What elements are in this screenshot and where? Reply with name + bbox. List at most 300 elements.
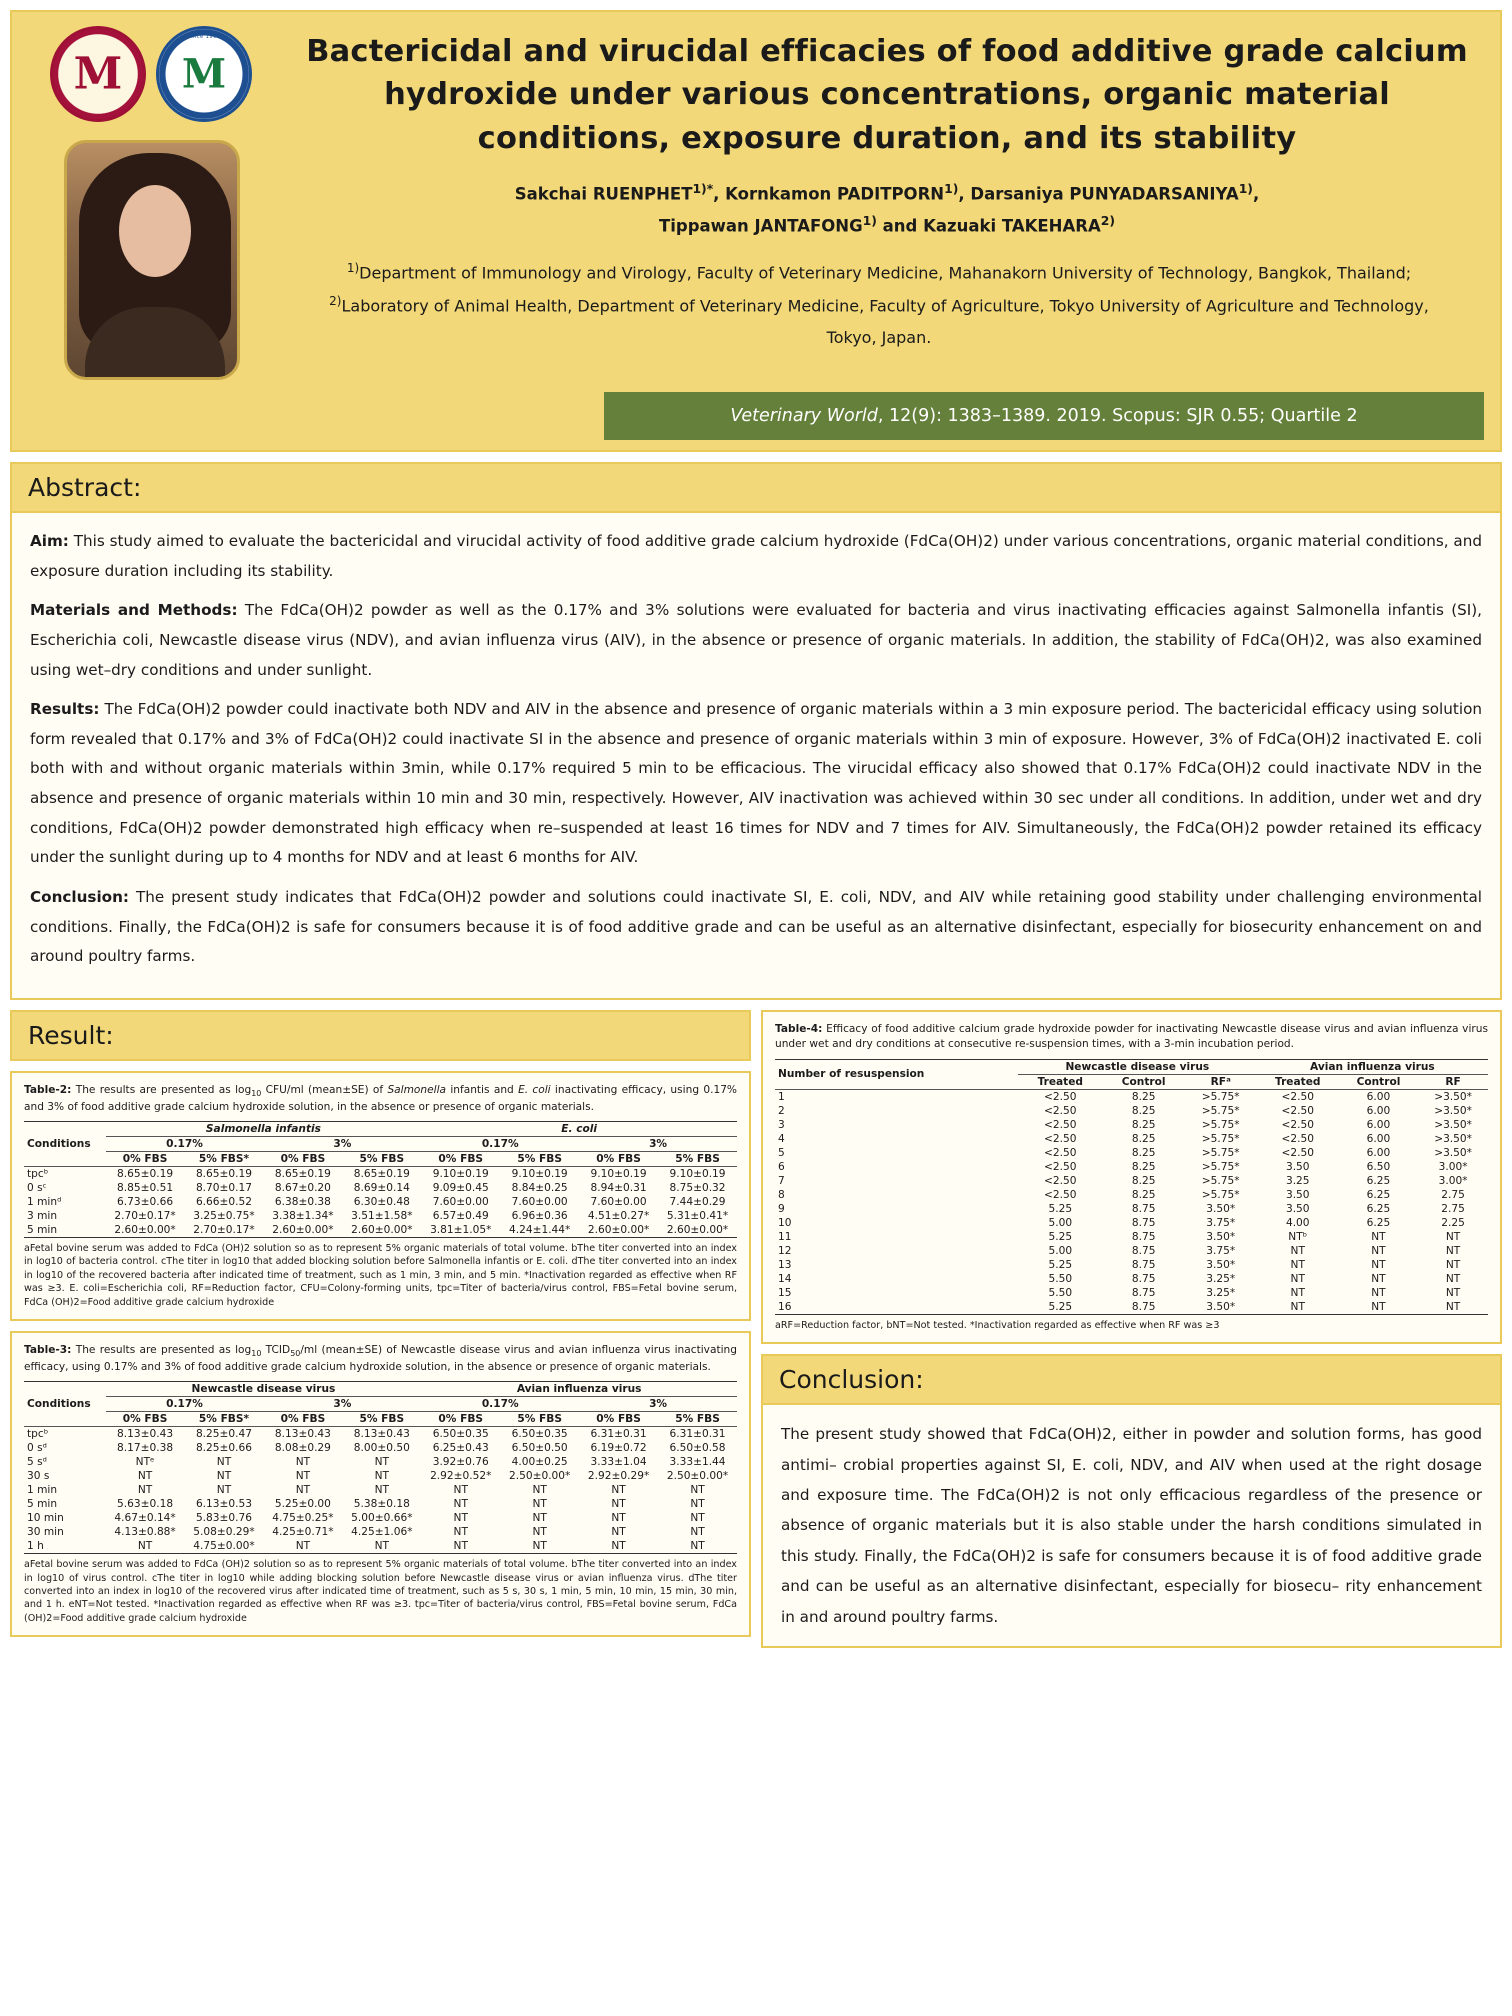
table4-r12-c3: NT bbox=[1290, 1258, 1305, 1271]
table3-r2-c3: NT bbox=[374, 1456, 390, 1469]
table2-r2-c6: 7.60±0.00 bbox=[590, 1195, 647, 1208]
table3-col0-header: Conditions bbox=[24, 1382, 106, 1427]
table-row bbox=[775, 1174, 1488, 1188]
table4-r9-c5: 2.25 bbox=[1441, 1216, 1465, 1229]
table3-r3-c5: 2.50±0.00* bbox=[508, 1470, 571, 1483]
table4-r0-c4: 6.00 bbox=[1366, 1090, 1391, 1103]
table3-r4-c7: NT bbox=[690, 1484, 705, 1497]
table3-r7-c1: 5.08±0.29* bbox=[193, 1526, 255, 1539]
table2-r0-c0: 8.65±0.19 bbox=[117, 1167, 174, 1180]
table2-r2-c3: 6.30±0.48 bbox=[353, 1195, 410, 1208]
table4-r4-n: 5 bbox=[778, 1146, 785, 1159]
table3-r4-c4: NT bbox=[453, 1484, 468, 1497]
table3-r6-c7: NT bbox=[690, 1512, 705, 1525]
table2-r1-c2: 8.67±0.20 bbox=[274, 1181, 331, 1194]
table4-r4-c3: <2.50 bbox=[1281, 1146, 1314, 1159]
table4-r13-c4: NT bbox=[1371, 1272, 1386, 1285]
table4-r1-c1: 8.25 bbox=[1131, 1104, 1156, 1117]
table4-r1-c2: >5.75* bbox=[1201, 1104, 1240, 1117]
table2-r3-c1: 3.25±0.75* bbox=[193, 1209, 255, 1222]
author-list: Sakchai $RUENPHET^{1)*}$, Kornkamon PADITPORN$^{1)}$, Darsaniya PUNYADARSANIYA$^{1)}$, Tippawan JANTAFONG$^{1)}$ and Kazuaki TAKEHARA$^{2)}$ bbox=[514, 181, 1260, 236]
table-row bbox=[24, 1497, 737, 1511]
table3-r6-c4: NT bbox=[453, 1512, 468, 1525]
table-row bbox=[775, 1118, 1488, 1132]
table3-r8-c4: NT bbox=[421, 1539, 500, 1554]
abstract-aim bbox=[30, 527, 1482, 586]
table3-r4-c6: NT bbox=[611, 1484, 626, 1497]
table4-r15-n: 16 bbox=[775, 1300, 1018, 1315]
table3-r2-c6: 3.33±1.04 bbox=[590, 1456, 647, 1469]
table-row bbox=[775, 1146, 1488, 1160]
table3-r2-c1: NT bbox=[216, 1456, 232, 1469]
table3-r4-c1: NT bbox=[216, 1484, 232, 1497]
table-row bbox=[775, 1089, 1488, 1104]
mahanakorn-university-logo bbox=[50, 26, 146, 122]
table4-r2-c1: 8.25 bbox=[1131, 1118, 1156, 1131]
table3-r8-c6: NT bbox=[579, 1539, 658, 1554]
table3-r5-c7: NT bbox=[690, 1498, 705, 1511]
abstract-results-text: The FdCa(OH)2 powder could inactivate both NDV and AIV in the absence and presence of organic materials within a 3 min exposure period. The bactericidal efficacy using solution form revealed that 0.17% and 3% of FdCa(OH)2 could inactivate SI in the absence and presence of organic materials within 3 min of exposure. However, 3% of FdCa(OH)2 inactivated E. coli both with and without organic materials within 3min, while 0.17% required 5 min to be efficacious. The virucidal efficacy also showed that 0.17% FdCa(OH)2 could inactivate NDV in the absence and presence of organic materials within 10 min and 30 min, respectively. However, AIV inactivation was achieved within 30 sec under all conditions. In addition, under wet and dry conditions, FdCa(OH)2 powder demonstrated high efficacy when re–suspended at least 16 times for NDV and 7 times for AIV. Simultaneously, the FdCa(OH)2 powder retained its efficacy under the sunlight during up to 4 months for NDV and at least 6 months for AIV. bbox=[30, 700, 1482, 867]
table2-r3-c6: 4.51±0.27* bbox=[587, 1209, 650, 1222]
table4-r1-c3: <2.50 bbox=[1281, 1104, 1314, 1117]
table4-r13-c1: 8.75 bbox=[1131, 1272, 1156, 1285]
table4-r13-c3: NT bbox=[1290, 1272, 1305, 1285]
table4-r4-c1: 8.25 bbox=[1131, 1146, 1156, 1159]
table-row bbox=[775, 1188, 1488, 1202]
table2-r3-c3: 3.51±1.58* bbox=[351, 1209, 413, 1222]
table4-and-conclusion-column bbox=[761, 1010, 1502, 1648]
conclusion-text: The present study showed that FdCa(OH)2, either in powder and solution forms, has good antimi– crobial properties against SI, E. coli, NDV, and AIV when used at the right dosage and exposure time. The FdCa(OH)2 is not only efficacious regardless of the presence or absence of organic materials but it is also stable under the harsh conditions simulated in this study. Finally, the FdCa(OH)2 is safe for consumers because it is of food additive grade and can be useful as an alternative disinfectant, especially for biosecu– rity enhancement in and around poultry farms. bbox=[761, 1405, 1502, 1648]
table3-r0-c2: 8.13±0.43 bbox=[274, 1428, 331, 1441]
table2-caption-text: The results are presented as $\log_{10} CFU/ml$ (mean±SE) of Salmonella infantis and E. coli inactivating efficacy, using 0.17% and 3% of food additive grade calcium hydroxide solution, in the absence or presence of organic materials. bbox=[24, 1083, 737, 1113]
table4-r2-c3: <2.50 bbox=[1281, 1118, 1314, 1131]
table3-sub-6: 0% FBS bbox=[579, 1412, 658, 1427]
abstract-methods-text: The FdCa(OH)2 powder as well as the 0.17% and 3% solutions were evaluated for bacteria and virus inactivating efficacies against Salmonella infantis (SI), Escherichia coli, Newcastle disease virus (NDV), and avian influenza virus (AIV), in the absence or presence of organic materials. In addition, the stability of FdCa(OH)2, was also examined using wet–dry conditions and under sunlight. bbox=[30, 601, 1482, 679]
table-row bbox=[24, 1181, 737, 1195]
table4-r1-c4: 6.00 bbox=[1366, 1104, 1391, 1117]
table3-r3-c0: NT bbox=[137, 1470, 153, 1483]
table3-r7-cond: 30 min bbox=[27, 1526, 64, 1539]
table4-r8-n: 9 bbox=[778, 1202, 785, 1215]
table4-r6-c5: 3.00* bbox=[1438, 1174, 1468, 1187]
table4-r15-c2: 3.50* bbox=[1185, 1300, 1257, 1315]
author-affiliation: $^{1)}$Department of Immunology and Virology, Faculty of Veterinary Medicine, Mahanakorn University of Technology, Bangkok, Thailand; $^{2)}$Laboratory of Animal Health, Department of Veterinary Medicine, Faculty of Agriculture, Tokyo University of Agriculture and Technology, Tokyo, Japan. bbox=[329, 260, 1429, 348]
table4-r9-c4: 6.25 bbox=[1366, 1216, 1391, 1229]
table2-r1-c6: 8.94±0.31 bbox=[590, 1181, 647, 1194]
table3-r7-c0: 4.13±0.88* bbox=[114, 1526, 176, 1539]
table3-footnote: aFetal bovine serum was added to FdCa (OH)2 solution so as to represent 5% organic materials of total volume. bThe titer converted into an index in log10 of virus control. cThe titer in log10 while adding blocking solution before Newcastle disease virus or avian influenza virus. dThe titer converted into an index in log10 of the recovered virus after indicated time of treatment, such as 5 s, 30 s, 1 min, 5 min, 10 min, 15 min, 30 min, and 1 h. eNT=Not tested. *Inactivation regarded as effective when RF was ≥3. tpc=Titer of bacteria/virus control, FBS=Fetal bovine serum, FdCa (OH)2=Food additive grade calcium hydroxide bbox=[24, 1559, 737, 1624]
table3-r5-c0: 5.63±0.18 bbox=[117, 1498, 174, 1511]
table3-caption bbox=[24, 1343, 737, 1375]
table4-r8-c4: 6.25 bbox=[1366, 1202, 1391, 1215]
table3-r0-c5: 6.50±0.35 bbox=[511, 1428, 568, 1441]
table4-r5-c3: 3.50 bbox=[1285, 1160, 1310, 1173]
table4-r15-c0: 5.25 bbox=[1018, 1300, 1103, 1315]
table2-r1-c3: 8.69±0.14 bbox=[353, 1181, 410, 1194]
table4-r4-c4: 6.00 bbox=[1366, 1146, 1391, 1159]
table-row bbox=[775, 1202, 1488, 1216]
table4-caption-text: Efficacy of food additive calcium grade hydroxide powder for inactivating Newcastle disease virus and avian influenza virus under wet and dry conditions at consecutive re-suspension times, with a 3-min incubation period. bbox=[775, 1022, 1488, 1051]
table4-footnote: aRF=Reduction factor, bNT=Not tested. *Inactivation regarded as effective when RF was ≥3 bbox=[775, 1319, 1220, 1331]
table4-group1-header: Newcastle disease virus bbox=[1018, 1059, 1257, 1074]
table2-sub-5: 5% FBS bbox=[500, 1151, 579, 1166]
table4-r15-c4: NT bbox=[1339, 1300, 1418, 1315]
table2-caption bbox=[24, 1083, 737, 1115]
table4-r13-c5: NT bbox=[1445, 1272, 1461, 1285]
table3-r8-c3: NT bbox=[342, 1539, 421, 1554]
abstract-heading: Abstract: bbox=[12, 464, 1500, 513]
table4-panel bbox=[761, 1010, 1502, 1344]
table2-r3-c0: 2.70±0.17* bbox=[114, 1209, 176, 1222]
table4-r10-c0: 5.25 bbox=[1048, 1230, 1073, 1243]
table2-r0-cond: tpcᵇ bbox=[27, 1167, 49, 1180]
table2-r4-c2: 2.60±0.00* bbox=[263, 1223, 342, 1238]
table-row bbox=[775, 1160, 1488, 1174]
table4-caption bbox=[775, 1022, 1488, 1053]
table3-r4-cond: 1 min bbox=[27, 1484, 58, 1497]
table3-r0-c1: 8.25±0.47 bbox=[195, 1428, 252, 1441]
abstract-results bbox=[30, 695, 1482, 873]
table4-r14-c3: NT bbox=[1290, 1286, 1305, 1299]
table4-r8-c1: 8.75 bbox=[1131, 1202, 1156, 1215]
table4-sub-4: Control bbox=[1339, 1074, 1418, 1089]
table2-r3-c5: 6.96±0.36 bbox=[511, 1209, 568, 1222]
table2-group2-header bbox=[421, 1121, 737, 1136]
table-row bbox=[24, 1539, 737, 1554]
table2-r1-c5: 8.84±0.25 bbox=[511, 1181, 568, 1194]
table4-r0-n: 1 bbox=[778, 1090, 785, 1103]
table2-r4-c0: 2.60±0.00* bbox=[106, 1223, 185, 1238]
table-row bbox=[24, 1441, 737, 1455]
table4-r13-c0: 5.50 bbox=[1048, 1272, 1073, 1285]
table4-r3-c0: <2.50 bbox=[1044, 1132, 1077, 1145]
table4-r14-c0: 5.50 bbox=[1048, 1286, 1073, 1299]
table2-r4-c1: 2.70±0.17* bbox=[185, 1223, 264, 1238]
table3-sub-4: 0% FBS bbox=[421, 1412, 500, 1427]
table3-r3-c4: 2.92±0.52* bbox=[430, 1470, 492, 1483]
table4-r11-c4: NT bbox=[1371, 1244, 1386, 1257]
table3-r3-c2: NT bbox=[295, 1470, 311, 1483]
table4-r7-c0: <2.50 bbox=[1044, 1188, 1077, 1201]
lower-columns bbox=[10, 1010, 1502, 1648]
table3-r1-c4: 6.25±0.43 bbox=[432, 1442, 489, 1455]
table4-r2-c0: <2.50 bbox=[1044, 1118, 1077, 1131]
table3-r1-cond: 0 sᵈ bbox=[27, 1442, 47, 1455]
table4-r9-c3: 4.00 bbox=[1285, 1216, 1310, 1229]
table2-r0-c5: 9.10±0.19 bbox=[511, 1167, 568, 1180]
table4-r11-c1: 8.75 bbox=[1131, 1244, 1156, 1257]
table4-r14-c1: 8.75 bbox=[1131, 1286, 1156, 1299]
table4-r6-c3: 3.25 bbox=[1285, 1174, 1310, 1187]
table4-r5-c1: 8.25 bbox=[1131, 1160, 1156, 1173]
table4-r10-n: 11 bbox=[778, 1230, 792, 1243]
table2-r1-cond: 0 sᶜ bbox=[27, 1181, 47, 1194]
table2-r2-c0: 6.73±0.66 bbox=[117, 1195, 174, 1208]
table4-r4-c0: <2.50 bbox=[1044, 1146, 1077, 1159]
table3-body bbox=[24, 1427, 737, 1554]
table2-r3-c2: 3.38±1.34* bbox=[272, 1209, 334, 1222]
table4-r15-c1: 8.75 bbox=[1103, 1300, 1185, 1315]
table3-r3-c3: NT bbox=[374, 1470, 390, 1483]
table3-sub-5: 5% FBS bbox=[500, 1412, 579, 1427]
table4-r12-c2: 3.50* bbox=[1206, 1258, 1236, 1271]
table2-r0-c6: 9.10±0.19 bbox=[590, 1167, 647, 1180]
table3-r5-cond: 5 min bbox=[27, 1498, 58, 1511]
table2-sub-7: 5% FBS bbox=[658, 1151, 737, 1166]
abstract-conclusion-label: Conclusion: bbox=[30, 888, 129, 907]
table4-r8-c2: 3.50* bbox=[1206, 1202, 1236, 1215]
table3-r2-cond: 5 sᵈ bbox=[27, 1456, 47, 1469]
table3-r1-c3: 8.00±0.50 bbox=[353, 1442, 410, 1455]
table-row bbox=[24, 1511, 737, 1525]
table2-conc-3: 3% bbox=[579, 1136, 737, 1151]
abstract-conclusion bbox=[30, 883, 1482, 972]
table3-r5-c4: NT bbox=[453, 1498, 468, 1511]
table4-r1-c0: <2.50 bbox=[1044, 1104, 1077, 1117]
table4-label: Table-4: bbox=[775, 1022, 823, 1035]
table3-conc-0: 0.17% bbox=[106, 1397, 264, 1412]
table3-r6-cond: 10 min bbox=[27, 1512, 64, 1525]
table4-r0-c1: 8.25 bbox=[1131, 1090, 1156, 1103]
table-row bbox=[24, 1469, 737, 1483]
table2-r4-c6: 2.60±0.00* bbox=[579, 1223, 658, 1238]
table4-r5-c5: 3.00* bbox=[1438, 1160, 1468, 1173]
table-row bbox=[775, 1104, 1488, 1118]
table4-r6-c1: 8.25 bbox=[1131, 1174, 1156, 1187]
table3-r6-c3: 5.00±0.66* bbox=[351, 1512, 413, 1525]
table2-r1-c1: 8.70±0.17 bbox=[195, 1181, 252, 1194]
table3-r1-c1: 8.25±0.66 bbox=[195, 1442, 252, 1455]
table4-r3-c3: <2.50 bbox=[1281, 1132, 1314, 1145]
table3-r0-c0: 8.13±0.43 bbox=[117, 1428, 174, 1441]
table3-r7-c7: NT bbox=[690, 1526, 705, 1539]
table4-r12-n: 13 bbox=[778, 1258, 792, 1271]
table4-r11-n: 12 bbox=[778, 1244, 792, 1257]
table-row bbox=[775, 1300, 1488, 1315]
table2-r0-c3: 8.65±0.19 bbox=[353, 1167, 410, 1180]
table3-group2-header: Avian influenza virus bbox=[421, 1382, 737, 1397]
table4-r11-c0: 5.00 bbox=[1048, 1244, 1073, 1257]
table4-r5-n: 6 bbox=[778, 1160, 785, 1173]
table2-r4-cond: 5 min bbox=[24, 1223, 106, 1238]
table4-r8-c0: 5.25 bbox=[1048, 1202, 1073, 1215]
table4-r6-c0: <2.50 bbox=[1044, 1174, 1077, 1187]
table2-col0-header: Conditions bbox=[24, 1121, 106, 1166]
table3-group1-header: Newcastle disease virus bbox=[106, 1382, 422, 1397]
table4-sub-5: RF bbox=[1418, 1074, 1488, 1089]
table3-sub-7: 5% FBS bbox=[658, 1412, 737, 1427]
table3-r2-c2: NT bbox=[295, 1456, 311, 1469]
table3-r0-c3: 8.13±0.43 bbox=[353, 1428, 410, 1441]
abstract-results-label: Results: bbox=[30, 700, 100, 719]
table-row bbox=[24, 1195, 737, 1209]
table4-r12-c1: 8.75 bbox=[1131, 1258, 1156, 1271]
table4-r10-c2: 3.50* bbox=[1206, 1230, 1236, 1243]
table2-body bbox=[24, 1166, 737, 1237]
journal-reference: , 12(9): 1383–1389. 2019. Scopus: SJR 0.55; Quartile 2 bbox=[877, 406, 1358, 426]
table4-r10-c4: NT bbox=[1371, 1230, 1386, 1243]
table3-r4-c5: NT bbox=[532, 1484, 547, 1497]
table3-r6-c5: NT bbox=[532, 1512, 547, 1525]
table-row bbox=[24, 1223, 737, 1238]
table3-r3-cond: 30 s bbox=[27, 1470, 50, 1483]
table4-r7-c3: 3.50 bbox=[1285, 1188, 1310, 1201]
table-row bbox=[24, 1427, 737, 1442]
table3-conc-1: 3% bbox=[263, 1397, 421, 1412]
table2-panel bbox=[10, 1071, 751, 1321]
table3-r5-c5: NT bbox=[532, 1498, 547, 1511]
table4-r8-c3: 3.50 bbox=[1285, 1202, 1310, 1215]
table-row bbox=[775, 1258, 1488, 1272]
table4-r15-c3: NT bbox=[1257, 1300, 1339, 1315]
table3-sub-0: 0% FBS bbox=[106, 1412, 185, 1427]
result-column bbox=[10, 1010, 751, 1637]
table2-conc-2: 0.17% bbox=[421, 1136, 579, 1151]
table3-r0-c7: 6.31±0.31 bbox=[669, 1428, 726, 1441]
table2-r0-c2: 8.65±0.19 bbox=[274, 1167, 331, 1180]
table4-sub-0: Treated bbox=[1018, 1074, 1103, 1089]
table-row bbox=[775, 1132, 1488, 1146]
table2-r0-c7: 9.10±0.19 bbox=[669, 1167, 726, 1180]
page-title: Bactericidal and virucidal efficacies of food additive grade calcium hydroxide under various concentrations, organic material conditions, exposure duration, and its stability bbox=[306, 34, 1468, 156]
table4-r11-c3: NT bbox=[1290, 1244, 1305, 1257]
table2-group1-header bbox=[106, 1121, 422, 1136]
table-row bbox=[24, 1455, 737, 1469]
table4-r14-c2: 3.25* bbox=[1206, 1286, 1236, 1299]
table4-r4-c5: >3.50* bbox=[1434, 1146, 1472, 1159]
table4-r13-c2: 3.25* bbox=[1206, 1272, 1236, 1285]
table4-sub-3: Treated bbox=[1257, 1074, 1339, 1089]
table-row bbox=[775, 1286, 1488, 1300]
table2-r2-c7: 7.44±0.29 bbox=[669, 1195, 726, 1208]
table3-r1-c0: 8.17±0.38 bbox=[117, 1442, 174, 1455]
table3-r7-c4: NT bbox=[453, 1526, 468, 1539]
table-row bbox=[775, 1216, 1488, 1230]
table2-r3-c7: 5.31±0.41* bbox=[666, 1209, 729, 1222]
table3-r8-c5: NT bbox=[500, 1539, 579, 1554]
table4-r2-n: 3 bbox=[778, 1118, 785, 1131]
table4-r7-c2: >5.75* bbox=[1201, 1188, 1240, 1201]
table4-r5-c2: >5.75* bbox=[1201, 1160, 1240, 1173]
table3 bbox=[24, 1381, 737, 1554]
table3-sub-2: 0% FBS bbox=[263, 1412, 342, 1427]
table4-r9-c0: 5.00 bbox=[1048, 1216, 1073, 1229]
table4-r1-n: 2 bbox=[778, 1104, 785, 1117]
table4-r12-c0: 5.25 bbox=[1048, 1258, 1073, 1271]
table4-r13-n: 14 bbox=[778, 1272, 792, 1285]
table4-r1-c5: >3.50* bbox=[1434, 1104, 1472, 1117]
table2-conc-0: 0.17% bbox=[106, 1136, 264, 1151]
table4-r10-c3: NTᵇ bbox=[1288, 1230, 1308, 1243]
table4-r12-c4: NT bbox=[1371, 1258, 1386, 1271]
table3-r4-c3: NT bbox=[374, 1484, 390, 1497]
table2-r2-c5: 7.60±0.00 bbox=[511, 1195, 568, 1208]
table3-r2-c0: NTᵉ bbox=[135, 1456, 155, 1469]
table4-r10-c5: NT bbox=[1445, 1230, 1461, 1243]
table-row bbox=[24, 1525, 737, 1539]
table2-label: Table-2: bbox=[24, 1083, 72, 1096]
table4-r2-c4: 6.00 bbox=[1366, 1118, 1391, 1131]
table3-r7-c2: 4.25±0.71* bbox=[272, 1526, 334, 1539]
table2-sub-6: 0% FBS bbox=[579, 1151, 658, 1166]
table3-r0-c6: 6.31±0.31 bbox=[590, 1428, 647, 1441]
table2-conc-1: 3% bbox=[263, 1136, 421, 1151]
table3-r8-cond: 1 h bbox=[24, 1539, 106, 1554]
table4-r12-c5: NT bbox=[1445, 1258, 1461, 1271]
table2-group1-label: Salmonella infantis bbox=[205, 1122, 321, 1135]
table4-col0-header: Number of resuspension bbox=[775, 1059, 1018, 1089]
table4-r7-c5: 2.75 bbox=[1441, 1188, 1465, 1201]
abstract-aim-text: This study aimed to evaluate the bactericidal and virucidal activity of food additive grade calcium hydroxide (FdCa(OH)2) under various concentrations, organic material conditions, and exposure duration including its stability. bbox=[30, 532, 1482, 580]
table3-r3-c7: 2.50±0.00* bbox=[666, 1470, 729, 1483]
table4-r14-c5: NT bbox=[1445, 1286, 1461, 1299]
table2-sub-2: 0% FBS bbox=[263, 1151, 342, 1166]
table4-r5-c0: <2.50 bbox=[1044, 1160, 1077, 1173]
table3-r3-c6: 2.92±0.29* bbox=[587, 1470, 650, 1483]
table2-r2-cond: 1 minᵈ bbox=[27, 1195, 62, 1208]
table-row bbox=[24, 1166, 737, 1181]
abstract-conclusion-text: The present study indicates that FdCa(OH)2 powder and solutions could inactivate SI, E. coli, NDV, and AIV while retaining good stability under challenging environmental conditions. Finally, the FdCa(OH)2 is safe for consumers because it is of food additive grade and can be useful as an alternative disinfectant, especially for biosecurity enhancement on and around poultry farms. bbox=[30, 888, 1482, 966]
journal-citation bbox=[604, 392, 1484, 440]
table4-r2-c5: >3.50* bbox=[1434, 1118, 1472, 1131]
table-row bbox=[24, 1209, 737, 1223]
table3-r8-c7: NT bbox=[658, 1539, 737, 1554]
table3-conc-2: 0.17% bbox=[421, 1397, 579, 1412]
table4-r9-c2: 3.75* bbox=[1206, 1216, 1236, 1229]
table3-sub-3: 5% FBS bbox=[342, 1412, 421, 1427]
abstract-aim-label: Aim: bbox=[30, 532, 69, 550]
portrait-face bbox=[119, 185, 191, 277]
table4-r7-c4: 6.25 bbox=[1366, 1188, 1391, 1201]
table3-r0-cond: tpcᵇ bbox=[27, 1428, 49, 1441]
table3-r8-c0: NT bbox=[106, 1539, 185, 1554]
table3-caption-text: The results are presented as $\log_{10}$ $TCID_{50}/ml$ (mean±SE) of Newcastle disease virus and avian influenza virus inactivating efficacy, using 0.17% and 3% of food additive grade calcium hydroxide solution, in the absence or presence of organic materials. bbox=[24, 1344, 737, 1373]
table4-r4-c2: >5.75* bbox=[1201, 1146, 1240, 1159]
journal-name: Veterinary World bbox=[730, 406, 878, 426]
table4-r2-c2: >5.75* bbox=[1201, 1118, 1240, 1131]
table4-r0-c2: >5.75* bbox=[1201, 1090, 1240, 1103]
table2-r3-cond: 3 min bbox=[27, 1209, 58, 1222]
table4-r3-c4: 6.00 bbox=[1366, 1132, 1391, 1145]
table3-r5-c1: 6.13±0.53 bbox=[195, 1498, 252, 1511]
table3-r0-c4: 6.50±0.35 bbox=[432, 1428, 489, 1441]
faculty-of-veterinary-medicine-logo bbox=[156, 26, 252, 122]
table4-r15-c5: NT bbox=[1418, 1300, 1488, 1315]
table4-r6-c4: 6.25 bbox=[1366, 1174, 1391, 1187]
result-heading: Result: bbox=[10, 1010, 751, 1061]
table4-r14-n: 15 bbox=[778, 1286, 792, 1299]
table2-r0-c1: 8.65±0.19 bbox=[195, 1167, 252, 1180]
table2-r3-c4: 6.57±0.49 bbox=[432, 1209, 489, 1222]
table4-r11-c5: NT bbox=[1445, 1244, 1461, 1257]
table4-r7-c1: 8.25 bbox=[1131, 1188, 1156, 1201]
table-row bbox=[775, 1244, 1488, 1258]
table3-sub-1: 5% FBS* bbox=[185, 1412, 264, 1427]
table3-conc-3: 3% bbox=[579, 1397, 737, 1412]
table3-r6-c1: 5.83±0.76 bbox=[195, 1512, 252, 1525]
table-row bbox=[775, 1272, 1488, 1286]
table2 bbox=[24, 1121, 737, 1238]
table3-r7-c5: NT bbox=[532, 1526, 547, 1539]
table2-r2-c2: 6.38±0.38 bbox=[274, 1195, 331, 1208]
table3-r1-c5: 6.50±0.50 bbox=[511, 1442, 568, 1455]
table4-r6-c2: >5.75* bbox=[1201, 1174, 1240, 1187]
table2-r4-c4: 3.81±1.05* bbox=[421, 1223, 500, 1238]
abstract-body bbox=[12, 513, 1500, 998]
table4-group2-header: Avian influenza virus bbox=[1257, 1059, 1488, 1074]
table3-r5-c3: 5.38±0.18 bbox=[353, 1498, 410, 1511]
table3-r6-c2: 4.75±0.25* bbox=[272, 1512, 334, 1525]
